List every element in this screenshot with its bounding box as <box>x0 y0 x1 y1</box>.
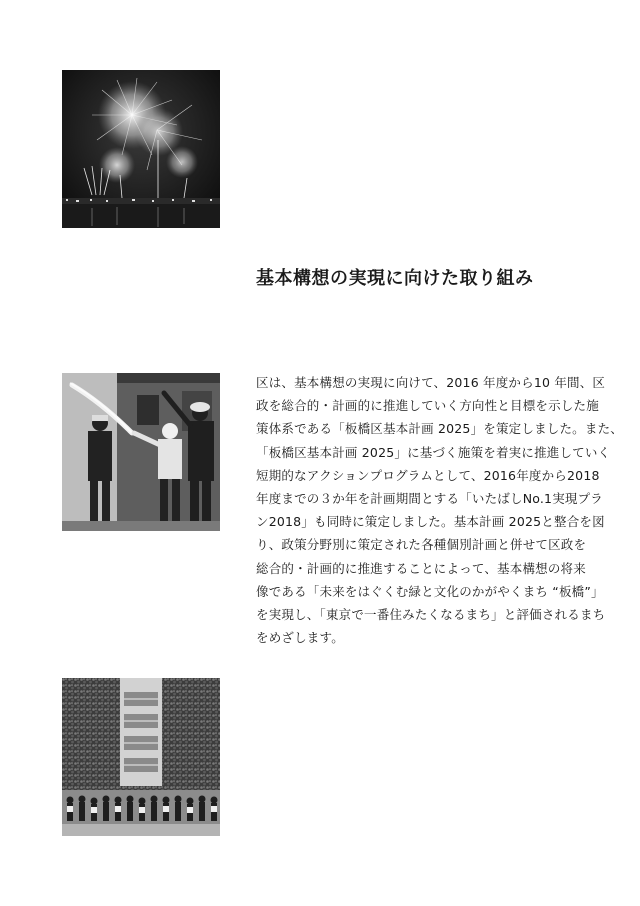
body-line: ン2018」も同時に策定しました。基本計画 2025と整合を図 <box>256 514 605 530</box>
firefighters-illustration <box>62 373 220 531</box>
building-group-illustration <box>62 678 220 836</box>
section-heading: 基本構想の実現に向けた取り組み <box>256 268 534 289</box>
firefighters-photo <box>62 373 220 531</box>
body-line: 像である「未来をはぐくむ緑と文化のかがやくまち “板橋”」 <box>256 583 604 599</box>
fireworks-photo <box>62 70 220 228</box>
body-line: 区は、基本構想の実現に向けて、2016 年度から10 年間、区 <box>256 375 606 390</box>
building-group-photo <box>62 678 220 836</box>
body-paragraph <box>256 371 623 649</box>
body-line: 年度までの３か年を計画期間とする「いたばしNo.1実現プラ <box>256 491 604 507</box>
body-line: り、政策分野別に策定された各種個別計画と併せて区政を <box>256 537 587 553</box>
body-line: 策体系である「板橋区基本計画 2025」を策定しました。また、 <box>256 421 623 437</box>
fireworks-illustration <box>62 70 220 228</box>
body-line: 短期的なアクションプログラムとして、2016年度から2018 <box>256 467 600 483</box>
body-line: をめざします。 <box>256 630 344 646</box>
body-line: を実現し、「東京で一番住みたくなるまち」と評価されるまち <box>256 607 606 623</box>
body-line: 「板橋区基本計画 2025」に基づく施策を着実に推進していく <box>256 444 611 460</box>
body-line: 政を総合的・計画的に推進していく方向性と目標を示した施 <box>256 398 599 414</box>
body-line: 総合的・計画的に推進することによって、基本構想の将来 <box>256 560 586 576</box>
